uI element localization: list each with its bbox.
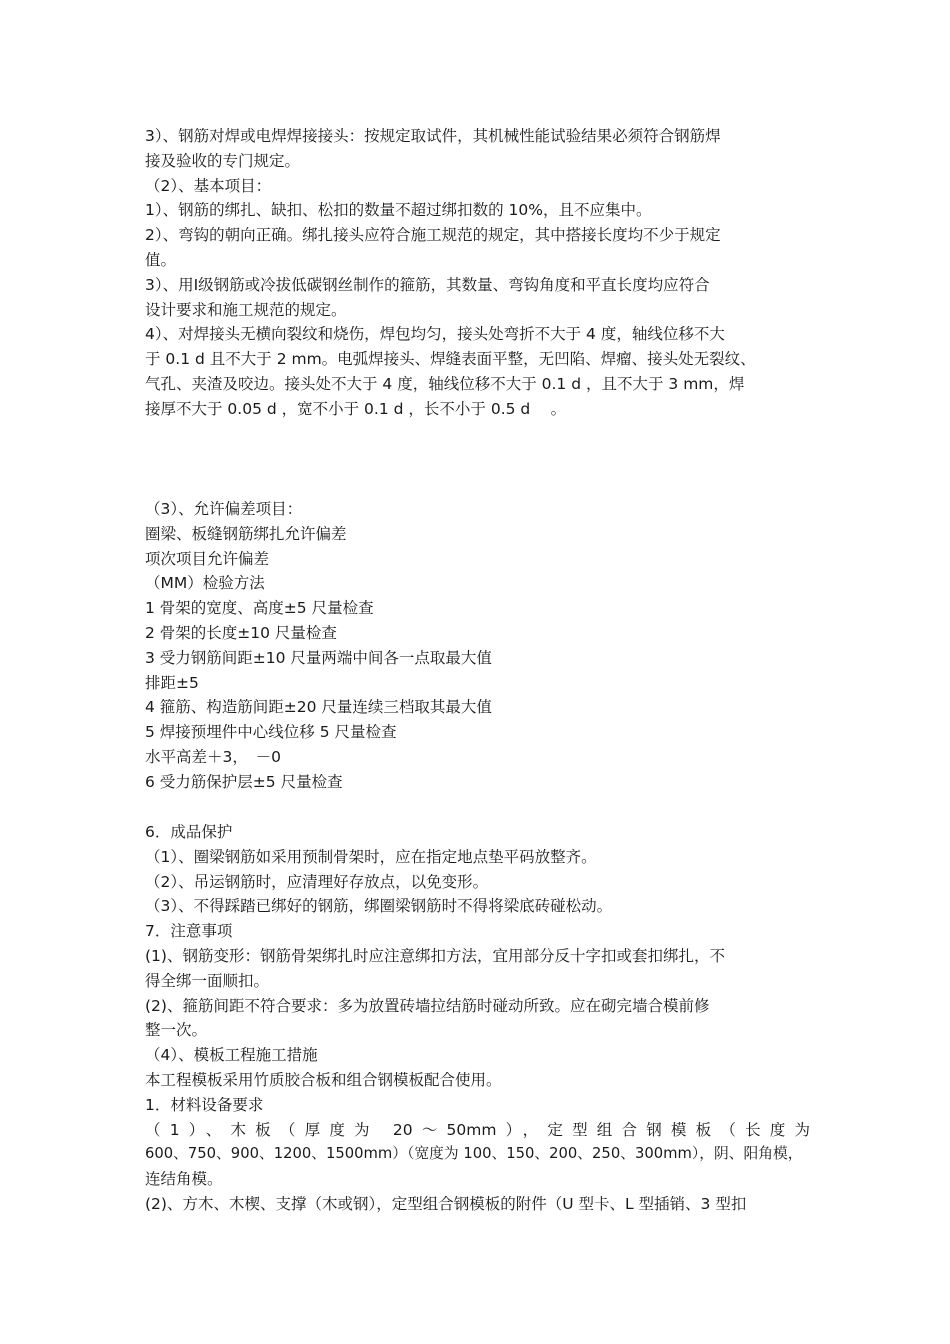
- text-line: 水平高差＋3， －0: [145, 747, 281, 766]
- section-protection-and-formwork: [145, 820, 810, 1217]
- text-line: 5 焊接预埋件中心线位移 5 尺量检查: [145, 723, 397, 742]
- text-line: 6 受力筋保护层±5 尺量检查: [145, 772, 343, 791]
- text-line: （2）、吊运钢筋时，应清理好存放点，以免变形。: [145, 872, 489, 891]
- text-line: 4 箍筋、构造筋间距±20 尺量连续三档取其最大值: [145, 698, 492, 717]
- text-line: （1）、木板（厚度为 20～50mm），定型组合钢模板（长度为: [145, 1120, 810, 1139]
- text-line: (2)、箍筋间距不符合要求：多为放置砖墙拉结筋时碰动所致。应在砌完墙合模前修: [145, 996, 710, 1015]
- text-line: （4）、模板工程施工措施: [145, 1046, 318, 1065]
- text-line: 连结角模。: [145, 1170, 223, 1189]
- text-line: 整一次。: [145, 1021, 208, 1040]
- text-line: (2)、方木、木楔、支撑（木或钢），定型组合钢模板的附件（U 型卡、L 型插销、3 型扣: [145, 1194, 747, 1213]
- text-line: 1）、钢筋的绑扎、缺扣、松扣的数量不超过绑扣数的 10%，且不应集中。: [145, 201, 652, 220]
- text-line: 接厚不大于 0.05 d ，宽不小于 0.1 d ，长不小于 0.5 d 。: [145, 399, 567, 418]
- text-line: 3 受力钢筋间距±10 尺量两端中间各一点取最大值: [145, 648, 492, 667]
- text-line: 于 0.1 d 且不大于 2 mm。电弧焊接头、焊缝表面平整，无凹陷、焊瘤、接头处无裂纹、: [145, 350, 756, 369]
- text-line: （MM）检验方法: [145, 574, 265, 593]
- text-line: 7．注意事项: [145, 922, 233, 941]
- text-line: 设计要求和施工规范的规定。: [145, 300, 347, 319]
- text-line: 1．材料设备要求: [145, 1095, 264, 1114]
- text-line: 得全绑一面顺扣。: [145, 971, 270, 990]
- section-weld-and-basic-items: [145, 124, 810, 422]
- text-line: 2）、弯钩的朝向正确。绑扎接头应符合施工规范的规定，其中搭接长度均不少于规定: [145, 226, 721, 245]
- text-line: 本工程模板采用竹质胶合板和组合钢模板配合使用。: [145, 1070, 502, 1089]
- text-line: 600、750、900、1200、1500mm）（宽度为 100、150、200、250、300mm），阴、阳角模，: [145, 1145, 803, 1163]
- text-line: 1 骨架的宽度、高度±5 尺量检查: [145, 599, 374, 618]
- text-line: （1）、圈梁钢筋如采用预制骨架时，应在指定地点垫平码放整齐。: [145, 847, 597, 866]
- text-line: 气孔、夹渣及咬边。接头处不大于 4 度，轴线位移不大于 0.1 d ，且不大于 3 mm，焊: [145, 374, 745, 393]
- text-line: 6．成品保护: [145, 823, 233, 841]
- text-line: 项次项目允许偏差: [145, 549, 270, 568]
- text-line: 值。: [145, 250, 177, 269]
- text-line: 3）、钢筋对焊或电焊焊接接头：按规定取试件，其机械性能试验结果必须符合钢筋焊: [145, 127, 721, 145]
- text-line: 4）、对焊接头无横向裂纹和烧伤，焊包均匀，接头处弯折不大于 4 度，轴线位移不大: [145, 325, 725, 344]
- text-line: 3）、用Ⅰ级钢筋或冷拔低碳钢丝制作的箍筋，其数量、弯钩角度和平直长度均应符合: [145, 275, 710, 294]
- section-allowable-deviation: [145, 497, 810, 795]
- text-line: 2 骨架的长度±10 尺量检查: [145, 623, 337, 642]
- text-line: (1)、钢筋变形：钢筋骨架绑扎时应注意绑扣方法，宜用部分反十字扣或套扣绑扎，不: [145, 946, 725, 965]
- text-line: （2）、基本项目：: [145, 176, 272, 195]
- text-line: 圈梁、板缝钢筋绑扎允许偏差: [145, 524, 347, 543]
- text-line: （3）、不得踩踏已绑好的钢筋，绑圈梁钢筋时不得将梁底砖碰松动。: [145, 897, 613, 916]
- text-line: 接及验收的专门规定。: [145, 151, 301, 170]
- text-line: （3）、允许偏差项目：: [145, 500, 303, 518]
- text-line: 排距±5: [145, 673, 199, 692]
